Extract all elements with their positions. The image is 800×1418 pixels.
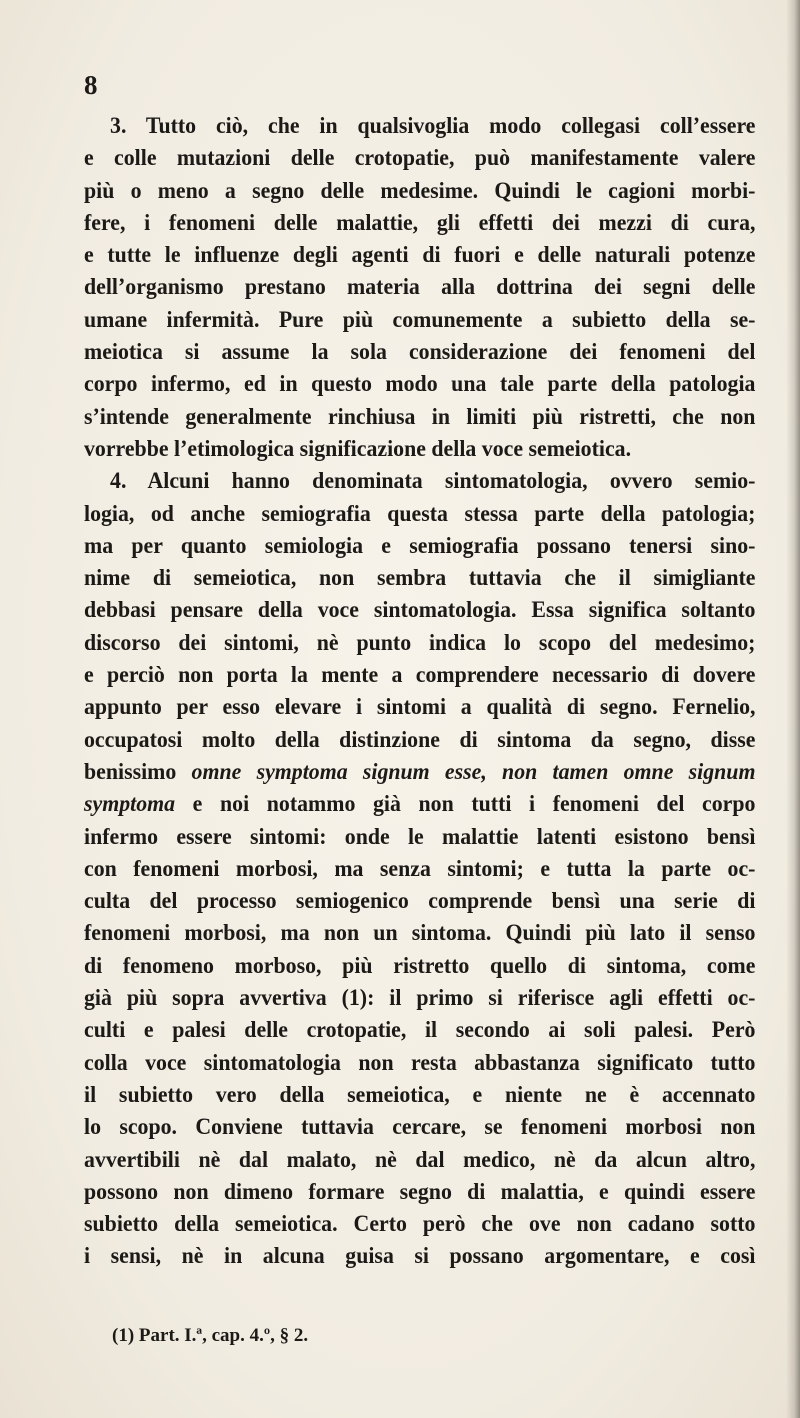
text-line: culti e palesi delle crotopatie, il secondo ai soli palesi. Però <box>84 1017 756 1044</box>
footnote: (1) Part. I.ª, cap. 4.º, § 2. <box>112 1325 309 1346</box>
page-number: 8 <box>84 70 99 100</box>
text-line: di fenomeno morboso, più ristretto quello di sintoma, come <box>84 952 756 979</box>
text-line: infermo essere sintomi: onde le malattie latenti esistono bensì <box>84 823 756 850</box>
quote-suffix: e noi notammo già non tutti i fenomeni del corpo <box>175 791 756 818</box>
text-line: dell’organismo prestano materia alla dottrina dei segni delle <box>84 274 756 301</box>
text-line: s’intende generalmente rinchiusa in limiti più ristretti, che non <box>84 403 756 430</box>
text-line: possono non dimeno formare segno di malattia, e quindi essere <box>84 1178 756 1205</box>
text-line: occupatosi molto della distinzione di sintoma da segno, disse <box>84 726 756 753</box>
text-line: il subietto vero della semeiotica, e niente ne è accennato <box>84 1081 756 1108</box>
text-line: i sensi, nè in alcuna guisa si possano argomentare, e così <box>84 1243 756 1270</box>
text-line: colla voce sintomatologia non resta abbastanza significato tutto <box>84 1049 756 1076</box>
quote-prefix: benissimo <box>84 758 192 785</box>
text-line: lo scopo. Conviene tuttavia cercare, se fenomeni morbosi non <box>84 1114 756 1141</box>
text-line: meiotica si assume la sola considerazione dei fenomeni del <box>84 339 756 366</box>
text-line: logia, od anche semiografia questa stessa parte della patologia; <box>84 500 756 527</box>
body-text <box>84 110 756 1273</box>
text-line: avvertibili nè dal malato, nè dal medico, nè da alcun altro, <box>84 1146 756 1173</box>
text-line: ma per quanto semiologia e semiografia possano tenersi sino- <box>84 532 756 559</box>
text-line: appunto per esso elevare i sintomi a qualità di segno. Fernelio, <box>84 694 756 721</box>
text-line: subietto della semeiotica. Certo però che ove non cadano sotto <box>84 1211 756 1238</box>
text-line: fenomeni morbosi, ma non un sintoma. Quindi più lato il senso <box>84 920 756 947</box>
text-line: e perciò non porta la mente a comprendere necessario di dovere <box>84 662 756 689</box>
text-line: 4. Alcuni hanno denominata sintomatologia, ovvero semio- <box>110 468 756 495</box>
text-line: e colle mutazioni delle crotopatie, può manifestamente valere <box>84 145 756 172</box>
text-line: 3. Tutto ciò, che in qualsivoglia modo collegasi coll’essere <box>110 113 756 139</box>
text-line: più o meno a segno delle medesime. Quindi le cagioni morbi- <box>84 177 756 204</box>
quote-line <box>84 756 755 788</box>
text-line: vorrebbe l’etimologica significazione della voce semeiotica. <box>84 435 632 462</box>
text-line: culta del processo semiogenico comprende bensì una serie di <box>84 888 756 915</box>
text-line: debbasi pensare della voce sintomatologia. Essa significa soltanto <box>84 597 756 624</box>
text-line: corpo infermo, ed in questo modo una tale parte della patologia <box>84 371 756 398</box>
page-edge-shadow <box>786 0 800 1418</box>
text-line: già più sopra avvertiva (1): il primo si riferisce agli effetti oc- <box>84 985 756 1012</box>
text-line: fere, i fenomeni delle malattie, gli effetti dei mezzi di cura, <box>84 209 756 236</box>
text-line: discorso dei sintomi, nè punto indica lo scopo del medesimo; <box>84 629 756 656</box>
quote-line <box>84 788 755 820</box>
text-line: nime di semeiotica, non sembra tuttavia che il simigliante <box>84 565 756 592</box>
text-line: e tutte le influenze degli agenti di fuori e delle naturali potenze <box>84 242 756 269</box>
latin-quote: omne symptoma signum esse, non tamen omne signum <box>191 758 756 785</box>
latin-quote: symptoma <box>84 791 176 818</box>
text-line: con fenomeni morbosi, ma senza sintomi; e tutta la parte oc- <box>84 855 756 882</box>
text-line: umane infermità. Pure più comunemente a subietto della se- <box>84 306 756 333</box>
